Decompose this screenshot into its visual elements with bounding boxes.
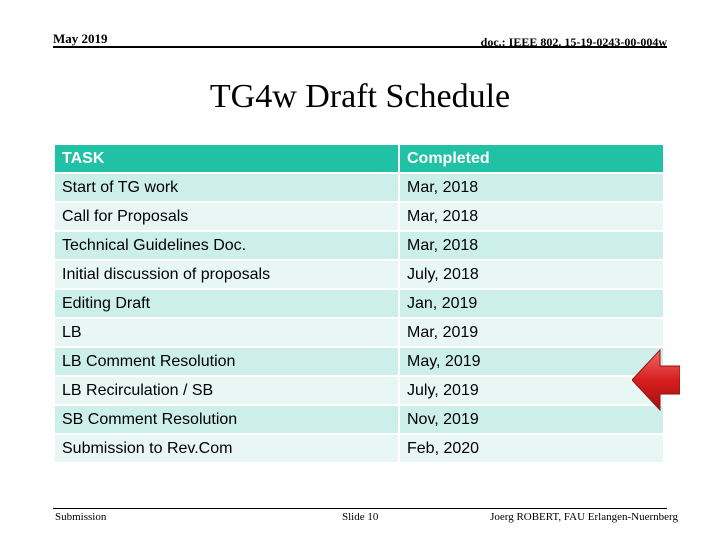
header-date: May 2019	[53, 31, 108, 46]
table-row	[55, 348, 663, 375]
schedule-table	[53, 143, 665, 464]
task-cell: LB Recirculation / SB	[55, 377, 398, 404]
completed-cell: May, 2019	[400, 348, 663, 375]
footer-author: Joerg ROBERT, FAU Erlangen-Nuernberg	[490, 511, 678, 523]
table-row	[55, 203, 663, 230]
task-cell: Start of TG work	[55, 174, 398, 201]
table-row	[55, 261, 663, 288]
completed-cell: July, 2019	[400, 377, 663, 404]
task-cell: Call for Proposals	[55, 203, 398, 230]
completed-cell: Mar, 2018	[400, 203, 663, 230]
completed-cell: Jan, 2019	[400, 290, 663, 317]
task-cell: LB	[55, 319, 398, 346]
task-cell: Technical Guidelines Doc.	[55, 232, 398, 259]
completed-cell: Nov, 2019	[400, 406, 663, 433]
footer-slide-number: Slide 10	[342, 511, 379, 523]
task-cell: Initial discussion of proposals	[55, 261, 398, 288]
table-row	[55, 290, 663, 317]
column-header-task: TASK	[55, 145, 398, 172]
completed-cell: Mar, 2019	[400, 319, 663, 346]
footer-submission: Submission	[55, 511, 107, 523]
table-row	[55, 406, 663, 433]
left-arrow-icon	[632, 348, 680, 412]
table-row	[55, 174, 663, 201]
task-cell: Editing Draft	[55, 290, 398, 317]
completed-cell: Mar, 2018	[400, 232, 663, 259]
column-header-completed: Completed	[400, 145, 663, 172]
header-doc-id: doc.: IEEE 802. 15-19-0243-00-004w	[480, 35, 667, 49]
header-divider	[53, 46, 667, 48]
slide-title: TG4w Draft Schedule	[209, 78, 511, 115]
completed-cell: Mar, 2018	[400, 174, 663, 201]
completed-cell: July, 2018	[400, 261, 663, 288]
completed-cell: Feb, 2020	[400, 435, 663, 462]
footer-divider	[53, 508, 667, 509]
task-cell: SB Comment Resolution	[55, 406, 398, 433]
table-row	[55, 435, 663, 462]
table-row	[55, 377, 663, 404]
table-row	[55, 232, 663, 259]
task-cell: LB Comment Resolution	[55, 348, 398, 375]
table-row	[55, 319, 663, 346]
task-cell: Submission to Rev.Com	[55, 435, 398, 462]
table-header-row	[55, 145, 663, 172]
